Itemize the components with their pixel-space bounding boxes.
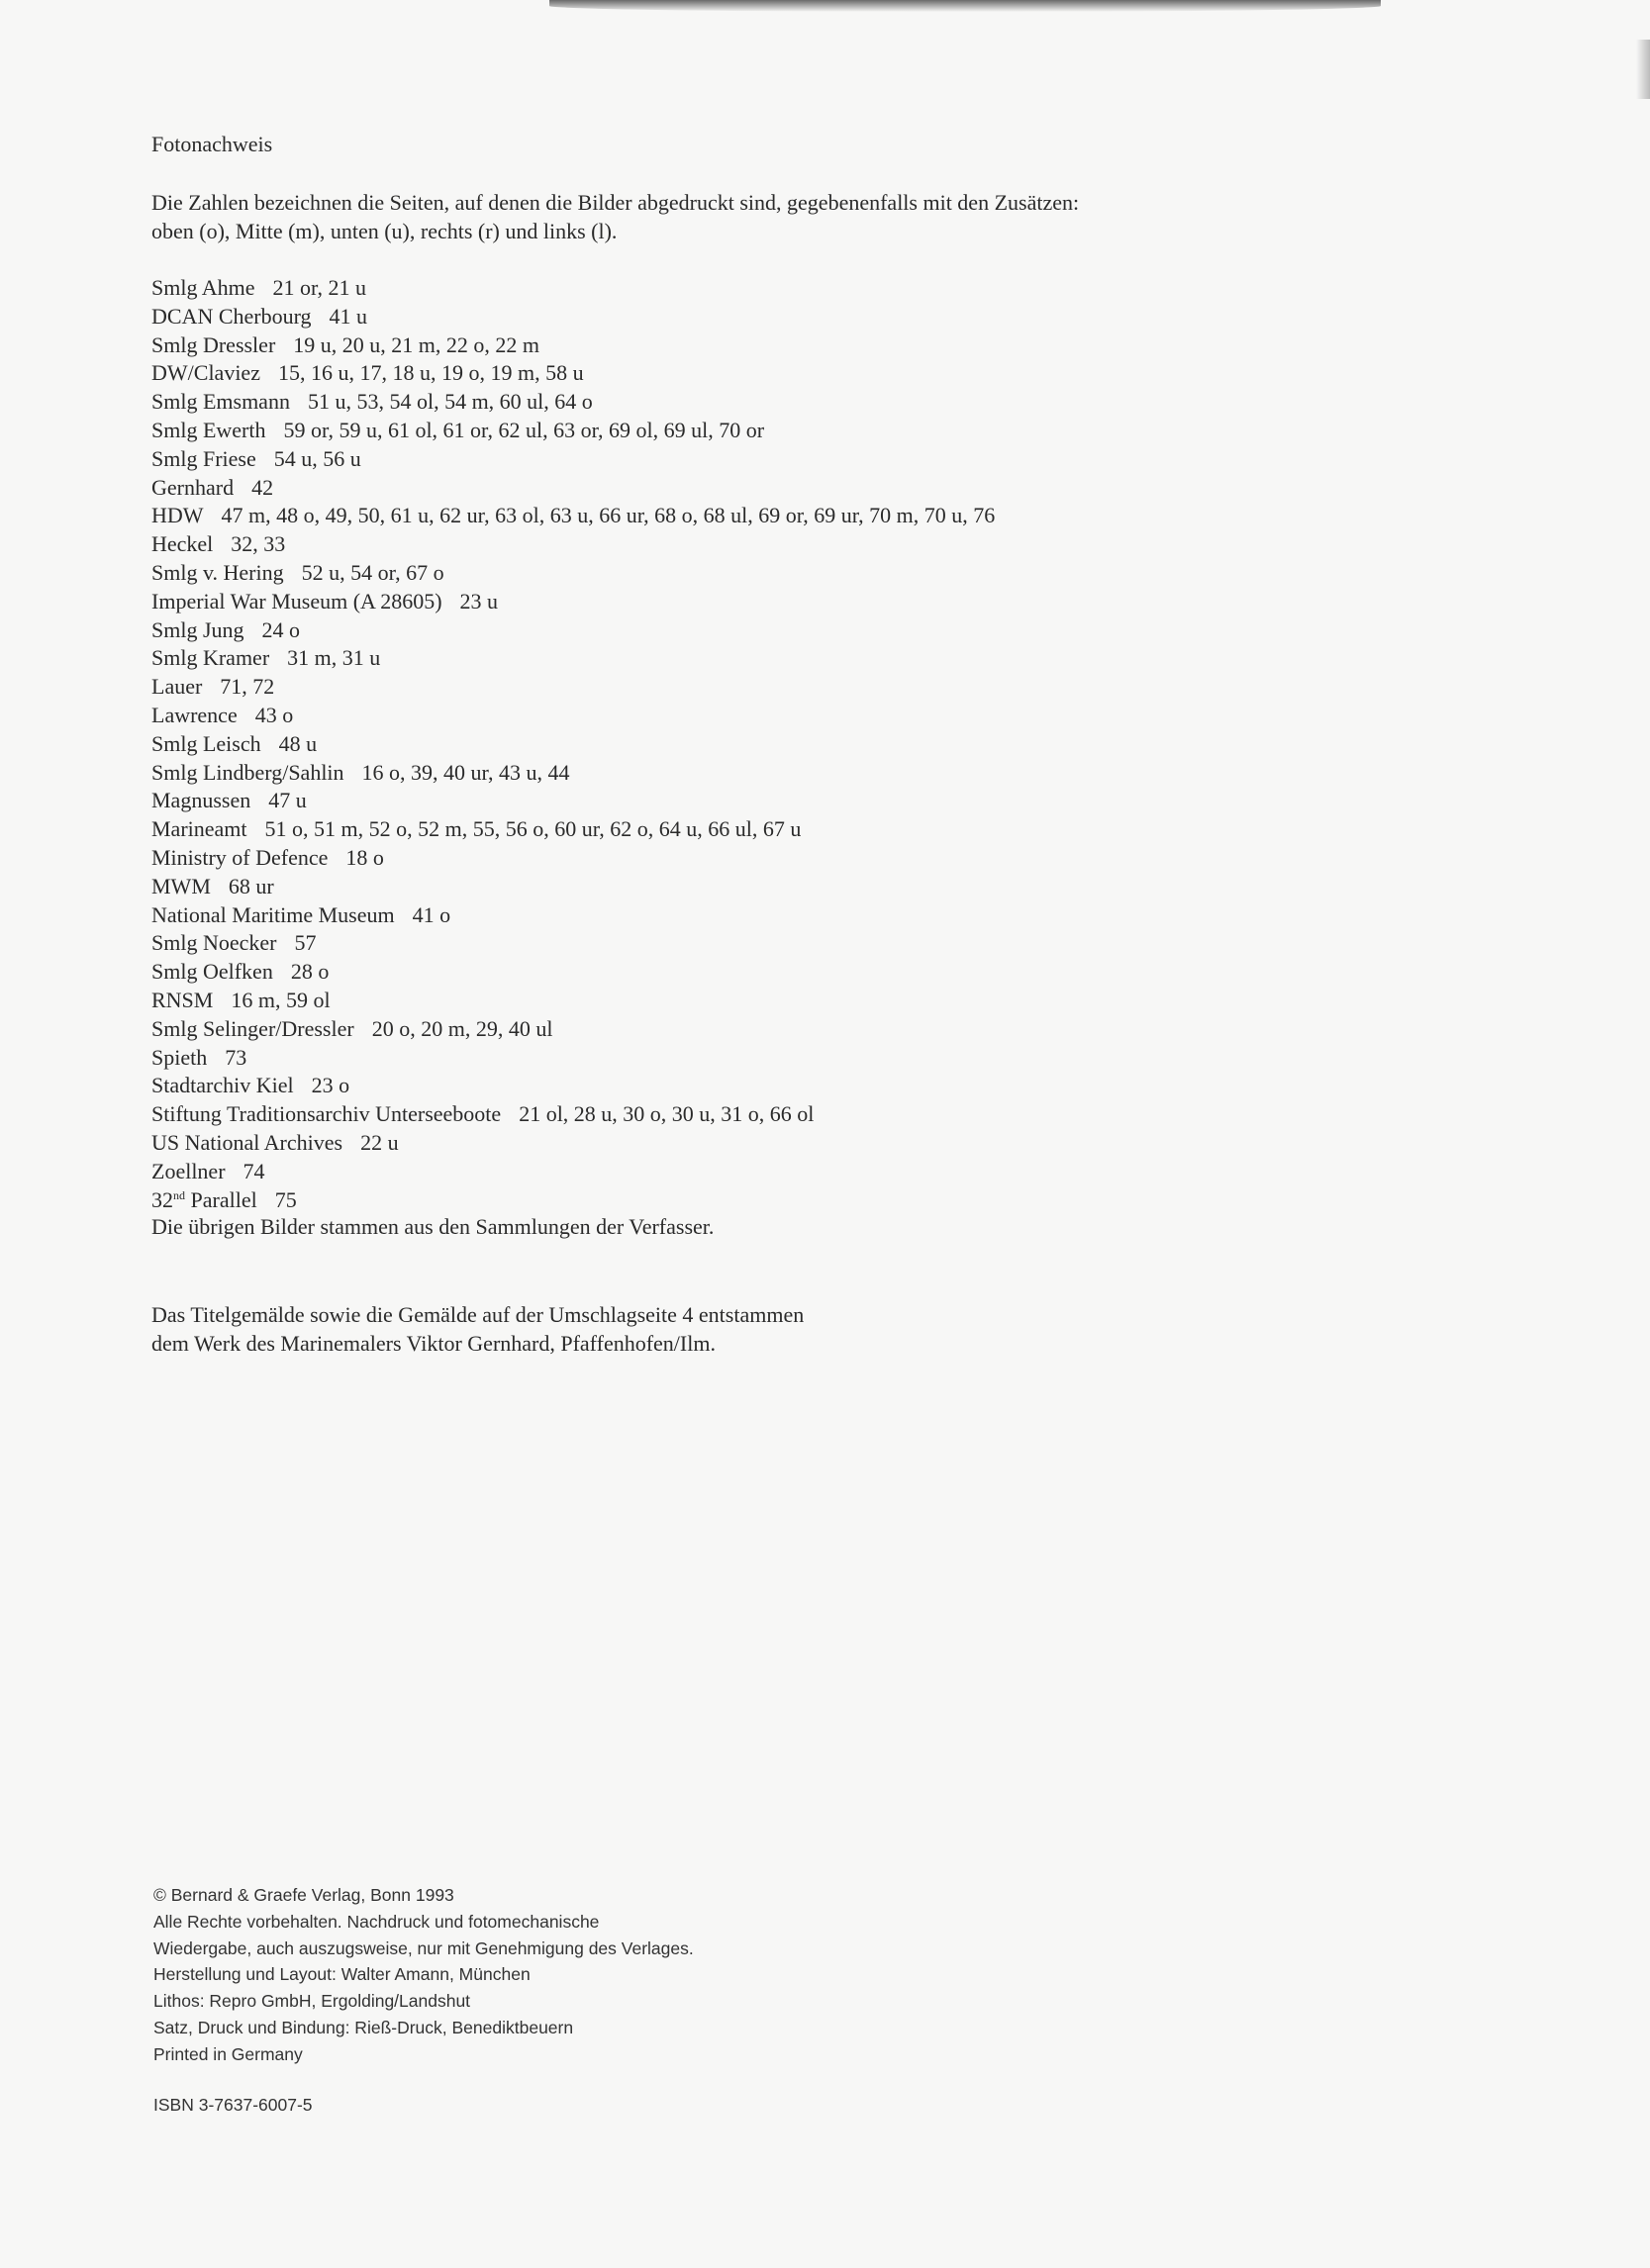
credit-pages: 41 o — [412, 901, 451, 927]
credit-list — [151, 274, 995, 1214]
credit-source: Lawrence — [151, 702, 238, 727]
credit-row — [151, 588, 995, 616]
credit-pages: 28 o — [290, 959, 330, 985]
credit-row — [151, 417, 995, 445]
credit-pages: 23 o — [311, 1073, 350, 1098]
credit-source: Smlg Ahme — [151, 275, 255, 300]
credit-source: Smlg Lindberg/Sahlin — [151, 759, 344, 785]
credit-pages: 74 — [243, 1158, 265, 1183]
credit-source: Zoellner — [151, 1158, 226, 1183]
credit-row — [151, 759, 995, 788]
credit-row — [151, 787, 995, 815]
credit-ordinal-suffix: nd — [173, 1187, 185, 1202]
imprint-line: © Bernard & Graefe Verlag, Bonn 1993 — [153, 1885, 454, 1905]
credit-row — [151, 644, 995, 673]
credit-row — [151, 1044, 995, 1073]
credit-row — [151, 929, 995, 958]
imprint-line: Wiedergabe, auch auszugsweise, nur mit Genehmigung des Verlages. — [153, 1937, 694, 1958]
credit-pages: 57 — [294, 930, 317, 956]
credit-row — [151, 844, 995, 873]
credit-pages: 21 or, 21 u — [272, 275, 366, 300]
credit-pages: 31 m, 31 u — [287, 645, 381, 671]
imprint — [153, 1882, 694, 2068]
credit-pages: 16 o, 39, 40 ur, 43 u, 44 — [361, 759, 570, 785]
intro-line: oben (o), Mitte (m), unten (u), rechts (r) und links (l). — [151, 219, 618, 243]
credit-source: Stadtarchiv Kiel — [151, 1073, 294, 1098]
credit-source: DW/Claviez — [151, 360, 260, 386]
credit-number: 32 — [151, 1186, 173, 1212]
imprint-line: Lithos: Repro GmbH, Ergolding/Landshut — [153, 1991, 471, 2012]
credit-row — [151, 1158, 995, 1186]
credit-pages: 75 — [274, 1186, 297, 1212]
credit-source: Smlg v. Hering — [151, 559, 284, 585]
credit-source: Smlg Dressler — [151, 331, 276, 357]
credit-source: DCAN Cherbourg — [151, 303, 312, 329]
credit-row — [151, 274, 995, 303]
painting-note — [151, 1300, 804, 1358]
credit-source: Marineamt — [151, 816, 247, 842]
credit-source: US National Archives — [151, 1129, 343, 1155]
painting-note-line: dem Werk des Marinemalers Viktor Gernhard, Pfaffenhofen/Ilm. — [151, 1331, 716, 1356]
credit-source: Spieth — [151, 1044, 208, 1070]
credit-source: Smlg Noecker — [151, 930, 277, 956]
credit-pages: 20 o, 20 m, 29, 40 ul — [371, 1015, 553, 1041]
credit-row — [151, 673, 995, 702]
credit-source: RNSM — [151, 987, 214, 1012]
credit-pages: 52 u, 54 or, 67 o — [301, 559, 444, 585]
credit-source: Smlg Selinger/Dressler — [151, 1015, 354, 1041]
credit-row — [151, 474, 995, 503]
credit-row — [151, 331, 995, 360]
credit-row — [151, 1129, 995, 1158]
credit-row — [151, 445, 995, 474]
credit-pages: 47 m, 48 o, 49, 50, 61 u, 62 ur, 63 ol, 63 u, 66 ur, 68 o, 68 ul, 69 or, 69 ur, 70 m, 70 u, 76 — [221, 503, 996, 528]
credit-pages: 18 o — [345, 844, 384, 870]
credit-pages: 22 u — [360, 1129, 399, 1155]
intro-line: Die Zahlen bezeichnen die Seiten, auf denen die Bilder abgedruckt sind, gegebenenfalls mit den Zusätzen: — [151, 190, 1080, 215]
credit-row — [151, 388, 995, 417]
credit-pages: 41 u — [329, 303, 368, 329]
credit-pages: 19 u, 20 u, 21 m, 22 o, 22 m — [293, 331, 539, 357]
credit-source: Magnussen — [151, 788, 251, 813]
credit-row — [151, 559, 995, 588]
credit-source: Smlg Oelfken — [151, 959, 273, 985]
credit-row — [151, 815, 995, 844]
credit-pages: 54 u, 56 u — [273, 445, 361, 471]
credit-pages: 32, 33 — [231, 531, 286, 557]
credit-row — [151, 702, 995, 730]
page-heading: Fotonachweis — [151, 132, 273, 156]
credit-row — [151, 502, 995, 530]
credit-row — [151, 1186, 995, 1215]
credit-row — [151, 730, 995, 759]
credit-source: Gernhard — [151, 474, 235, 500]
credit-row — [151, 1015, 995, 1044]
credit-source: Smlg Ewerth — [151, 417, 266, 442]
credit-row — [151, 987, 995, 1015]
credit-row — [151, 901, 995, 930]
scan-shadow-top — [549, 0, 1381, 12]
credit-source: HDW — [151, 503, 204, 528]
credit-pages: 16 m, 59 ol — [231, 987, 331, 1012]
credit-source: Ministry of Defence — [151, 844, 329, 870]
intro-paragraph — [151, 188, 1079, 245]
credit-pages: 43 o — [254, 702, 294, 727]
credit-pages: 51 u, 53, 54 ol, 54 m, 60 ul, 64 o — [307, 389, 593, 415]
credit-source: Smlg Kramer — [151, 645, 270, 671]
imprint-line: Satz, Druck und Bindung: Rieß-Druck, Benediktbeuern — [153, 2017, 574, 2037]
credit-row — [151, 303, 995, 331]
credit-pages: 73 — [225, 1044, 247, 1070]
credit-pages: 42 — [251, 474, 274, 500]
credit-row — [151, 359, 995, 388]
credit-row — [151, 958, 995, 987]
remark: Die übrigen Bilder stammen aus den Sammlungen der Verfasser. — [151, 1214, 715, 1239]
credit-pages: 21 ol, 28 u, 30 o, 30 u, 31 o, 66 ol — [519, 1101, 815, 1127]
credit-source: Heckel — [151, 531, 214, 557]
credit-pages: 59 or, 59 u, 61 ol, 61 or, 62 ul, 63 or, 69 ol, 69 ul, 70 or — [283, 417, 765, 442]
credit-source: Smlg Jung — [151, 616, 244, 642]
credit-pages: 48 u — [278, 730, 318, 756]
credit-pages: 23 u — [459, 588, 499, 614]
credit-pages: 71, 72 — [220, 674, 275, 700]
credit-source: Smlg Leisch — [151, 730, 261, 756]
credit-source: Imperial War Museum (A 28605) — [151, 588, 442, 614]
credit-pages: 47 u — [268, 788, 307, 813]
credit-row — [151, 873, 995, 901]
credit-name: Parallel — [190, 1186, 257, 1212]
imprint-line: Printed in Germany — [153, 2043, 303, 2064]
isbn: ISBN 3-7637-6007-5 — [153, 2095, 313, 2115]
credit-row — [151, 1100, 995, 1129]
credit-source — [151, 1187, 257, 1212]
imprint-line: Alle Rechte vorbehalten. Nachdruck und fotomechanische — [153, 1911, 600, 1932]
credit-source: MWM — [151, 873, 211, 898]
credit-pages: 15, 16 u, 17, 18 u, 19 o, 19 m, 58 u — [277, 360, 584, 386]
credit-pages: 51 o, 51 m, 52 o, 52 m, 55, 56 o, 60 ur, 62 o, 64 u, 66 ul, 67 u — [264, 816, 802, 842]
imprint-line: Herstellung und Layout: Walter Amann, München — [153, 1964, 531, 1985]
credit-row — [151, 530, 995, 559]
credit-source: National Maritime Museum — [151, 901, 395, 927]
credit-pages: 68 ur — [228, 873, 274, 898]
credit-source: Lauer — [151, 674, 203, 700]
scan-shadow-right — [1636, 40, 1650, 99]
credit-pages: 24 o — [261, 616, 301, 642]
credit-row — [151, 616, 995, 645]
credit-source: Smlg Friese — [151, 445, 256, 471]
credit-row — [151, 1072, 995, 1100]
credit-source: Smlg Emsmann — [151, 389, 290, 415]
painting-note-line: Das Titelgemälde sowie die Gemälde auf der Umschlagseite 4 entstammen — [151, 1302, 805, 1327]
credit-source: Stiftung Traditionsarchiv Unterseeboote — [151, 1101, 502, 1127]
